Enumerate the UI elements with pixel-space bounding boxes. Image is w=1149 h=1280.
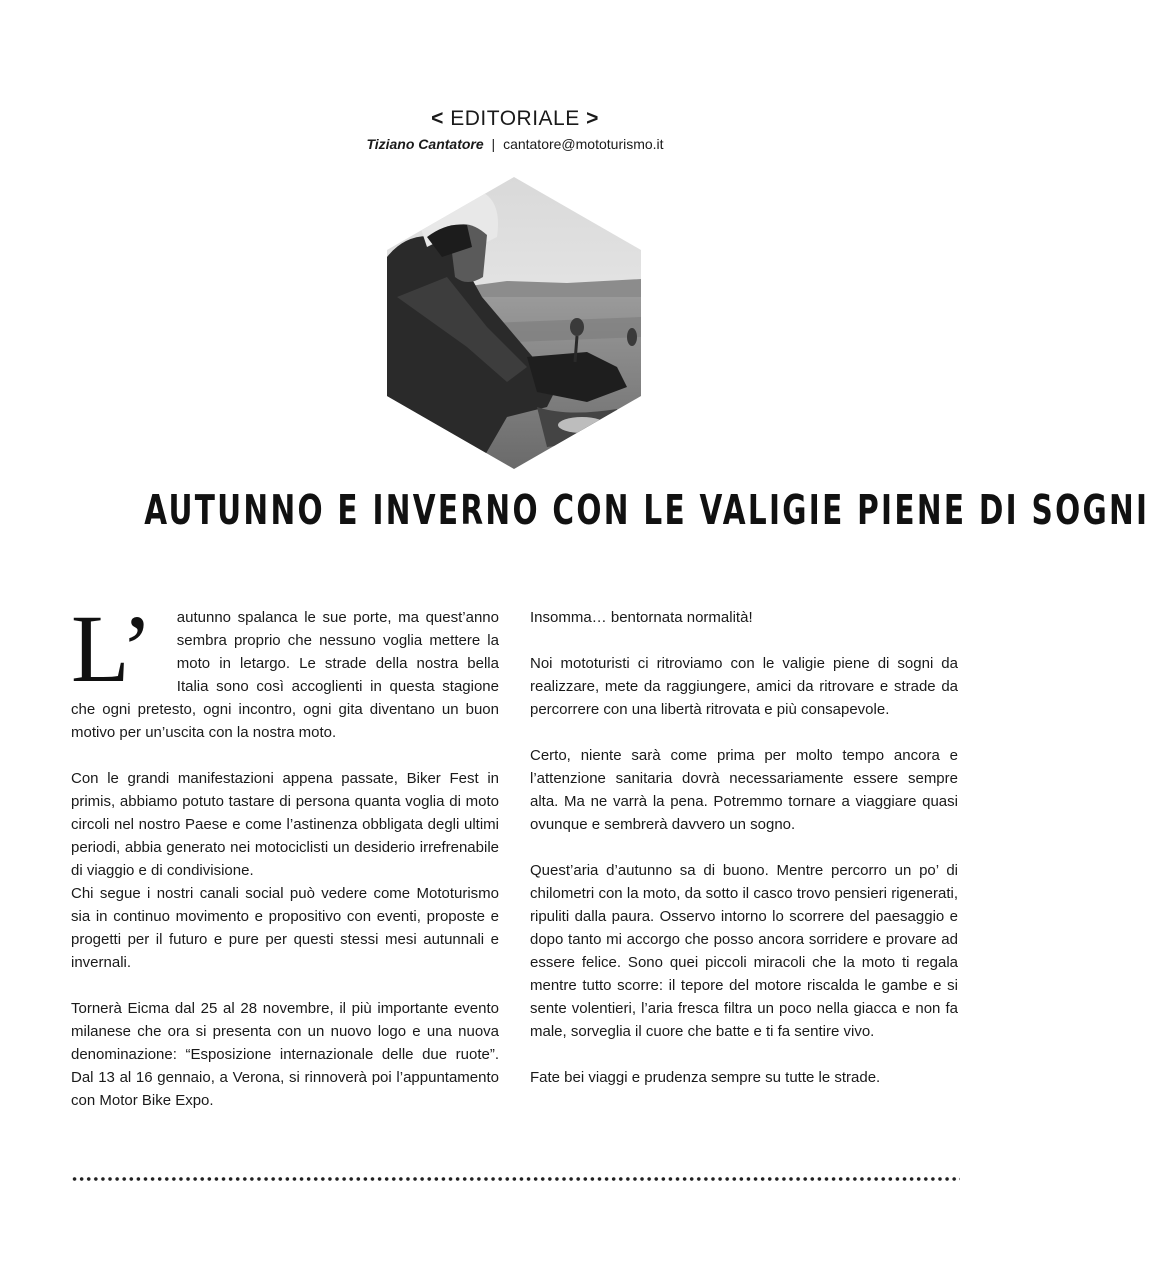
right-column [530,606,958,1112]
author-name: Tiziano Cantatore [366,136,484,152]
author-email: cantatore@mototurismo.it [503,136,664,152]
bracket-right: > [586,107,599,130]
left-column [71,595,499,1135]
article-headline: AUTUNNO E INVERNO CON LE VALIGIE PIENE DI SOGNI [144,486,1149,534]
drop-cap: L’ [71,595,153,702]
left-paragraph-2: Con le grandi manifestazioni appena passate, Biker Fest in primis, abbiamo potuto tastare di persona quanta voglia di moto circoli nel nostro Paese e come l’astinenza obbligata degli ultimi periodi, abbia generato nei motociclisti un desiderio irrefrenabile di viaggio e di condivisione. [71,770,499,879]
section-title: EDITORIALE [450,107,580,130]
hero-photo-hexagon [387,177,641,469]
right-paragraph-5: Fate bei viaggi e prudenza sempre su tutte le strade. [530,1069,881,1086]
section-label [0,107,1030,131]
right-paragraph-3: Certo, niente sarà come prima per molto tempo ancora e l’attenzione sanitaria dovrà necessariamente essere sempre alta. Ma ne varrà la pena. Potremmo tornare a viaggiare quasi ovunque e sembrerà davvero un sogno. [530,747,958,833]
right-paragraph-2: Noi mototuristi ci ritroviamo con le valigie piene di sogni da realizzare, mete da raggiungere, amici da ritrovare e strade da percorrere con una libertà ritrovata e più consapevole. [530,655,958,718]
right-paragraph-1: Insomma… bentornata normalità! [530,609,753,626]
bracket-left: < [431,107,444,130]
left-paragraph-4: Tornerà Eicma dal 25 al 28 novembre, il più importante evento milanese che ora si presenta con un nuovo logo e una nuova denominazione: “Esposizione internazionale delle due ruote”. Dal 13 al 16 gennaio, a Verona, si rinnoverà poi l’appuntamento con Motor Bike Expo. [71,1000,499,1109]
left-paragraph-1: autunno spalanca le sue porte, ma quest’anno sembra proprio che nessuno voglia mettere la moto in letargo. Le strade della nostra bella Italia sono così accoglienti in questa stagione che ogni pretesto, ogni incontro, ogni gita diventano un buon motivo per un’uscita con la nostra moto. [71,609,499,741]
dotted-divider [71,1176,960,1182]
left-paragraph-3: Chi segue i nostri canali social può vedere come Mototurismo sia in continuo movimento e propositivo con eventi, proposte e progetti per il futuro e pure per questi stessi mesi autunnali e invernali. [71,885,499,971]
right-paragraph-4: Quest’aria d’autunno sa di buono. Mentre percorro un po’ di chilometri con la moto, da sotto il casco trovo pensieri rigenerati, ripuliti dalla paura. Osservo intorno lo scorrere del paesaggio e dopo tanto mi accorgo che posso ancora sorridere e provare ad essere felice. Sono quei piccoli miracoli che la moto ti regala mentre tutto scorre: il tepore del motore riscalda le gambe e si sente volentieri, l’aria fresca filtra un poco nella giacca e non fa male, sorveglia il cuore che batte e ti fa sentire vivo. [530,862,958,1040]
byline-separator: | [491,136,496,152]
byline [0,136,1030,152]
